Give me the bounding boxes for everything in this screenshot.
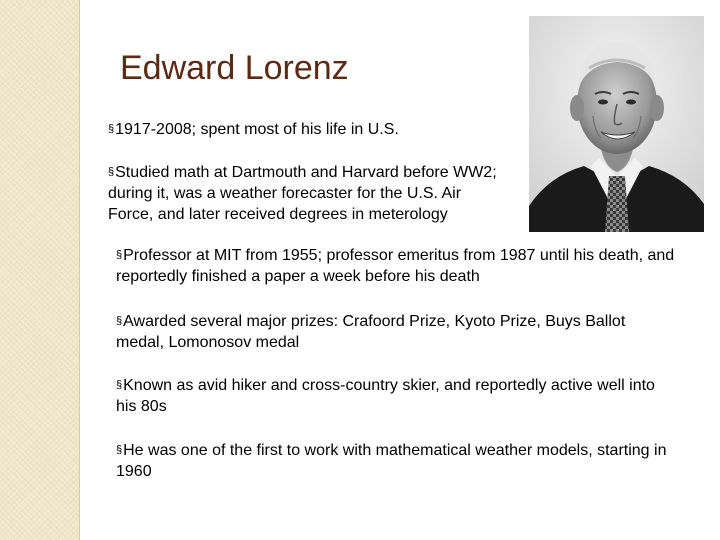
bullet-text: Professor at MIT from 1955; professor emeritus from 1987 until his death, and reportedly finished a paper a week before his death [116, 247, 675, 285]
bullet-text: Awarded several major prizes: Crafoord Prize, Kyoto Prize, Buys Ballot medal, Lomonosov medal [116, 313, 626, 351]
slide-title: Edward Lorenz [120, 49, 349, 87]
bullet-text: Known as avid hiker and cross-country skier, and reportedly active well into his 80s [116, 377, 655, 415]
bullet-text: 1917-2008; spent most of his life in U.S. [115, 121, 399, 138]
bullet-marker: § [116, 444, 123, 456]
bullet-mit-career [116, 245, 676, 287]
portrait-photo [529, 16, 704, 232]
bullet-text: He was one of the first to work with mathematical weather models, starting in 1960 [116, 442, 667, 480]
bullet-education [108, 162, 508, 225]
bullet-awards [116, 311, 676, 353]
side-band-edge [79, 0, 80, 540]
bullet-hobbies [116, 375, 676, 417]
bullet-marker: § [116, 315, 123, 327]
bullet-lifespan [108, 119, 528, 140]
bullet-marker: § [116, 249, 123, 261]
bullet-marker: § [108, 166, 115, 178]
bullet-text: Studied math at Dartmouth and Harvard before WW2; during it, was a weather forecaster for the U.S. Air Force, and later received degrees in meterology [108, 164, 497, 223]
bullet-marker: § [108, 123, 115, 135]
bullet-marker: § [116, 379, 123, 391]
decorative-side-band [0, 0, 79, 540]
bullet-weather-models [116, 440, 676, 482]
